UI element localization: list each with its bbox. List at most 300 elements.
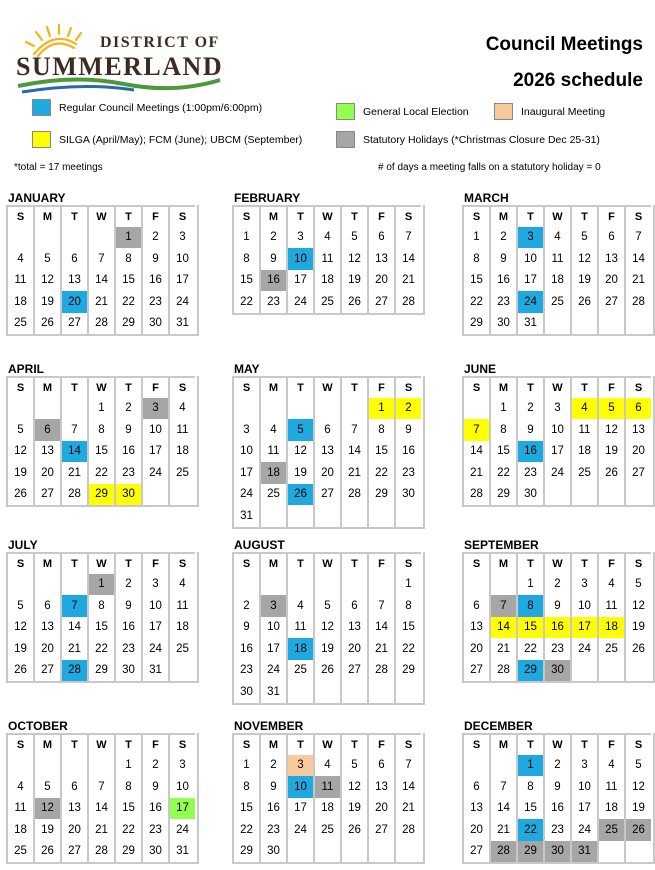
weekday-header: S [462, 552, 489, 574]
month-name: MARCH [464, 191, 509, 205]
day-cell: 7 [340, 419, 367, 441]
day-cell: 18 [6, 819, 33, 841]
empty-day-cell [232, 398, 259, 420]
day-cell: 22 [114, 819, 141, 841]
day-cell: 18 [168, 617, 195, 639]
day-cell: 19 [570, 270, 597, 292]
day-cell: 15 [87, 441, 114, 463]
month-name: APRIL [8, 362, 44, 376]
empty-day-cell [340, 574, 367, 596]
day-cell: 4 [286, 595, 313, 617]
empty-day-cell [367, 505, 394, 527]
weekday-header: T [570, 205, 597, 227]
day-cell: 29 [114, 841, 141, 863]
day-cell: 9 [394, 419, 421, 441]
weekday-header: W [87, 733, 114, 755]
month-october [6, 719, 213, 864]
day-cell: 23 [141, 291, 168, 313]
weekday-header: M [259, 376, 286, 398]
weekday-header: S [394, 552, 421, 574]
weekday-header: S [394, 733, 421, 755]
day-cell: 27 [313, 484, 340, 506]
empty-day-cell [462, 755, 489, 777]
weekday-header: S [394, 205, 421, 227]
day-cell: 13 [597, 248, 624, 270]
weekday-header: F [597, 376, 624, 398]
day-cell: 26 [340, 819, 367, 841]
weekday-header: M [489, 552, 516, 574]
day-cell: 9 [232, 617, 259, 639]
day-cell: 30 [259, 841, 286, 863]
statutory-holiday-day: 1 [87, 574, 114, 596]
day-cell: 22 [87, 638, 114, 660]
statutory-holiday-day: 18 [259, 462, 286, 484]
weekday-header: W [543, 552, 570, 574]
silga-fcm-ubcm-day: 29 [87, 484, 114, 506]
empty-day-cell [624, 660, 651, 682]
day-cell: 16 [141, 270, 168, 292]
empty-day-cell [313, 574, 340, 596]
empty-day-cell [286, 398, 313, 420]
weekday-header: F [367, 552, 394, 574]
empty-day-cell [462, 574, 489, 596]
day-cell: 7 [87, 248, 114, 270]
day-cell: 27 [624, 462, 651, 484]
day-cell: 3 [286, 227, 313, 249]
day-cell: 3 [168, 755, 195, 777]
weekday-header: M [33, 205, 60, 227]
day-cell: 4 [543, 227, 570, 249]
day-cell: 29 [489, 484, 516, 506]
day-cell: 14 [60, 617, 87, 639]
legend-election [336, 103, 469, 120]
regular-meeting-day: 10 [286, 248, 313, 270]
day-cell: 18 [597, 798, 624, 820]
day-cell: 10 [570, 595, 597, 617]
day-cell: 19 [624, 798, 651, 820]
day-cell: 25 [286, 660, 313, 682]
day-cell: 5 [570, 227, 597, 249]
day-cell: 1 [516, 574, 543, 596]
day-cell: 12 [6, 617, 33, 639]
month-days-grid [462, 733, 655, 864]
empty-day-cell [340, 681, 367, 703]
day-cell: 2 [489, 227, 516, 249]
day-cell: 26 [33, 841, 60, 863]
month-name: JULY [8, 538, 38, 552]
day-cell: 17 [141, 617, 168, 639]
day-cell: 20 [33, 462, 60, 484]
page-title: Council Meetings [485, 34, 643, 55]
day-cell: 29 [367, 484, 394, 506]
day-cell: 24 [232, 484, 259, 506]
day-cell: 9 [543, 776, 570, 798]
day-cell: 6 [313, 419, 340, 441]
day-cell: 3 [570, 755, 597, 777]
day-cell: 13 [33, 441, 60, 463]
silga-fcm-ubcm-day: 15 [516, 617, 543, 639]
empty-day-cell [60, 755, 87, 777]
month-november [232, 719, 439, 864]
day-cell: 6 [367, 755, 394, 777]
day-cell: 6 [340, 595, 367, 617]
regular-meeting-day: 26 [286, 484, 313, 506]
month-days-grid [232, 376, 425, 529]
legend-regular-swatch [32, 99, 51, 116]
day-cell: 2 [543, 755, 570, 777]
day-cell: 28 [624, 291, 651, 313]
weekday-header: S [394, 376, 421, 398]
day-cell: 22 [462, 291, 489, 313]
day-cell: 11 [168, 419, 195, 441]
day-cell: 16 [489, 270, 516, 292]
day-cell: 8 [114, 776, 141, 798]
day-cell: 16 [543, 798, 570, 820]
day-cell: 30 [394, 484, 421, 506]
day-cell: 9 [259, 248, 286, 270]
day-cell: 21 [60, 462, 87, 484]
day-cell: 26 [6, 484, 33, 506]
day-cell: 23 [114, 638, 141, 660]
day-cell: 26 [597, 462, 624, 484]
statutory-holiday-day: 7 [489, 595, 516, 617]
empty-day-cell [33, 574, 60, 596]
day-cell: 31 [232, 505, 259, 527]
regular-meeting-day: 7 [60, 595, 87, 617]
day-cell: 10 [168, 248, 195, 270]
empty-day-cell [340, 398, 367, 420]
day-cell: 30 [141, 313, 168, 335]
day-cell: 25 [313, 291, 340, 313]
legend-holiday-label: Statutory Holidays (*Christmas Closure Dec 25-31) [363, 133, 600, 146]
day-cell: 14 [624, 248, 651, 270]
day-cell: 20 [597, 270, 624, 292]
day-cell: 31 [168, 841, 195, 863]
day-cell: 30 [114, 660, 141, 682]
day-cell: 26 [6, 660, 33, 682]
weekday-header: F [141, 552, 168, 574]
statutory-holiday-day: 1 [114, 227, 141, 249]
day-cell: 15 [232, 798, 259, 820]
month-name: JANUARY [8, 191, 66, 205]
day-cell: 5 [624, 574, 651, 596]
empty-day-cell [570, 484, 597, 506]
day-cell: 2 [141, 755, 168, 777]
day-cell: 26 [570, 291, 597, 313]
statutory-holiday-day: 28 [489, 841, 516, 863]
regular-meeting-day: 3 [516, 227, 543, 249]
statutory-holiday-day: 3 [259, 595, 286, 617]
day-cell: 11 [597, 776, 624, 798]
weekday-header: F [367, 376, 394, 398]
day-cell: 19 [340, 798, 367, 820]
weekday-header: S [462, 376, 489, 398]
weekday-header: M [33, 552, 60, 574]
day-cell: 18 [313, 270, 340, 292]
day-cell: 11 [313, 248, 340, 270]
day-cell: 6 [60, 776, 87, 798]
statutory-holiday-day: 30 [543, 841, 570, 863]
legend-silga-label: SILGA (April/May); FCM (June); UBCM (September) [59, 133, 303, 146]
day-cell: 28 [340, 484, 367, 506]
statutory-holiday-day: 12 [33, 798, 60, 820]
day-cell: 28 [87, 841, 114, 863]
day-cell: 4 [597, 574, 624, 596]
day-cell: 28 [60, 484, 87, 506]
month-name: DECEMBER [464, 719, 533, 733]
day-cell: 25 [6, 841, 33, 863]
day-cell: 2 [516, 398, 543, 420]
day-cell: 23 [543, 819, 570, 841]
day-cell: 17 [168, 270, 195, 292]
weekday-header: S [232, 733, 259, 755]
silga-fcm-ubcm-day: 2 [394, 398, 421, 420]
day-cell: 6 [367, 227, 394, 249]
day-cell: 21 [367, 638, 394, 660]
empty-day-cell [489, 755, 516, 777]
month-january [6, 191, 213, 336]
day-cell: 3 [168, 227, 195, 249]
day-cell: 4 [168, 574, 195, 596]
empty-day-cell [286, 681, 313, 703]
empty-day-cell [87, 755, 114, 777]
day-cell: 25 [168, 638, 195, 660]
day-cell: 20 [462, 638, 489, 660]
day-cell: 12 [340, 248, 367, 270]
day-cell: 7 [60, 419, 87, 441]
day-cell: 24 [543, 462, 570, 484]
day-cell: 8 [394, 595, 421, 617]
day-cell: 26 [33, 313, 60, 335]
weekday-header: M [489, 376, 516, 398]
day-cell: 14 [394, 776, 421, 798]
month-march [462, 191, 655, 336]
day-cell: 6 [597, 227, 624, 249]
day-cell: 4 [168, 398, 195, 420]
weekday-header: T [286, 552, 313, 574]
weekday-header: T [516, 733, 543, 755]
empty-day-cell [168, 484, 195, 506]
empty-day-cell [543, 484, 570, 506]
day-cell: 29 [394, 660, 421, 682]
empty-day-cell [597, 484, 624, 506]
day-cell: 13 [462, 798, 489, 820]
day-cell: 10 [543, 419, 570, 441]
day-cell: 10 [141, 419, 168, 441]
silga-fcm-ubcm-day: 18 [597, 617, 624, 639]
day-cell: 16 [232, 638, 259, 660]
empty-day-cell [259, 398, 286, 420]
weekday-header: T [570, 552, 597, 574]
empty-day-cell [6, 574, 33, 596]
day-cell: 31 [141, 660, 168, 682]
empty-day-cell [60, 574, 87, 596]
statutory-holiday-day: 25 [597, 819, 624, 841]
day-cell: 21 [489, 819, 516, 841]
weekday-header: S [624, 205, 651, 227]
day-cell: 22 [87, 462, 114, 484]
day-cell: 6 [60, 248, 87, 270]
weekday-header: W [313, 733, 340, 755]
inaugural-meeting-day: 3 [286, 755, 313, 777]
day-cell: 20 [313, 462, 340, 484]
day-cell: 4 [259, 419, 286, 441]
day-cell: 27 [340, 660, 367, 682]
month-september [462, 538, 655, 683]
empty-day-cell [286, 505, 313, 527]
weekday-header: W [313, 205, 340, 227]
empty-day-cell [367, 841, 394, 863]
regular-meeting-day: 22 [516, 819, 543, 841]
month-days-grid [462, 376, 655, 507]
regular-meeting-day: 10 [286, 776, 313, 798]
day-cell: 16 [394, 441, 421, 463]
day-cell: 14 [394, 248, 421, 270]
month-august [232, 538, 439, 705]
day-cell: 17 [259, 638, 286, 660]
empty-day-cell [313, 841, 340, 863]
empty-day-cell [259, 574, 286, 596]
day-cell: 5 [340, 227, 367, 249]
day-cell: 19 [286, 462, 313, 484]
day-cell: 11 [597, 595, 624, 617]
day-cell: 28 [489, 660, 516, 682]
month-name: MAY [234, 362, 260, 376]
empty-day-cell [543, 313, 570, 335]
empty-day-cell [570, 660, 597, 682]
month-days-grid [232, 552, 425, 705]
day-cell: 9 [114, 419, 141, 441]
empty-day-cell [340, 505, 367, 527]
day-cell: 8 [489, 419, 516, 441]
day-cell: 15 [114, 798, 141, 820]
day-cell: 9 [489, 248, 516, 270]
day-cell: 26 [340, 291, 367, 313]
day-cell: 22 [516, 638, 543, 660]
empty-day-cell [597, 841, 624, 863]
day-cell: 25 [597, 638, 624, 660]
day-cell: 15 [394, 617, 421, 639]
month-may [232, 362, 439, 529]
legend-holiday [336, 131, 600, 148]
day-cell: 28 [394, 291, 421, 313]
legend-election-label: General Local Election [363, 105, 469, 118]
regular-meeting-day: 1 [516, 755, 543, 777]
day-cell: 27 [33, 660, 60, 682]
weekday-header: M [259, 733, 286, 755]
month-days-grid [6, 376, 199, 507]
day-cell: 19 [340, 270, 367, 292]
day-cell: 28 [367, 660, 394, 682]
regular-meeting-day: 5 [286, 419, 313, 441]
day-cell: 10 [259, 617, 286, 639]
empty-day-cell [570, 313, 597, 335]
day-cell: 17 [543, 441, 570, 463]
empty-day-cell [462, 398, 489, 420]
weekday-header: S [6, 205, 33, 227]
day-cell: 7 [489, 776, 516, 798]
day-cell: 9 [114, 595, 141, 617]
page-subtitle: 2026 schedule [513, 70, 643, 91]
weekday-header: M [33, 376, 60, 398]
day-cell: 2 [114, 398, 141, 420]
day-cell: 25 [168, 462, 195, 484]
day-cell: 14 [367, 617, 394, 639]
regular-meeting-day: 29 [516, 660, 543, 682]
empty-day-cell [60, 398, 87, 420]
month-name: OCTOBER [8, 719, 68, 733]
legend-regular-label: Regular Council Meetings (1:00pm/6:00pm) [59, 101, 263, 114]
regular-meeting-day: 20 [60, 291, 87, 313]
weekday-header: W [87, 376, 114, 398]
legend-inaugural-label: Inaugural Meeting [521, 105, 606, 118]
weekday-header: W [313, 376, 340, 398]
day-cell: 24 [168, 819, 195, 841]
day-cell: 8 [87, 419, 114, 441]
day-cell: 6 [462, 776, 489, 798]
weekday-header: S [232, 376, 259, 398]
day-cell: 11 [570, 419, 597, 441]
weekday-header: S [624, 733, 651, 755]
month-june [462, 362, 655, 507]
weekday-header: S [462, 733, 489, 755]
weekday-header: T [60, 733, 87, 755]
day-cell: 17 [516, 270, 543, 292]
day-cell: 12 [33, 270, 60, 292]
day-cell: 29 [114, 313, 141, 335]
day-cell: 12 [570, 248, 597, 270]
day-cell: 2 [114, 574, 141, 596]
day-cell: 15 [462, 270, 489, 292]
weekday-header: S [232, 205, 259, 227]
day-cell: 14 [87, 798, 114, 820]
empty-day-cell [489, 574, 516, 596]
statutory-holiday-day: 31 [570, 841, 597, 863]
day-cell: 17 [232, 462, 259, 484]
weekday-header: S [232, 552, 259, 574]
day-cell: 23 [232, 660, 259, 682]
day-cell: 21 [87, 819, 114, 841]
empty-day-cell [597, 660, 624, 682]
month-july [6, 538, 213, 683]
silga-fcm-ubcm-day: 16 [543, 617, 570, 639]
day-cell: 12 [313, 617, 340, 639]
weekday-header: W [87, 205, 114, 227]
day-cell: 15 [114, 270, 141, 292]
day-cell: 31 [516, 313, 543, 335]
day-cell: 14 [87, 270, 114, 292]
day-cell: 27 [367, 291, 394, 313]
day-cell: 22 [394, 638, 421, 660]
day-cell: 13 [33, 617, 60, 639]
day-cell: 21 [394, 270, 421, 292]
day-cell: 23 [141, 819, 168, 841]
day-cell: 29 [232, 841, 259, 863]
empty-day-cell [33, 398, 60, 420]
day-cell: 13 [60, 270, 87, 292]
holiday-meetings-note: # of days a meeting falls on a statutory holiday = 0 [378, 162, 601, 173]
day-cell: 5 [313, 595, 340, 617]
day-cell: 29 [87, 660, 114, 682]
regular-meeting-day: 18 [286, 638, 313, 660]
day-cell: 11 [6, 798, 33, 820]
day-cell: 6 [462, 595, 489, 617]
empty-day-cell [624, 841, 651, 863]
day-cell: 18 [543, 270, 570, 292]
day-cell: 19 [6, 462, 33, 484]
legend-inaugural-swatch [494, 103, 513, 120]
empty-day-cell [624, 484, 651, 506]
